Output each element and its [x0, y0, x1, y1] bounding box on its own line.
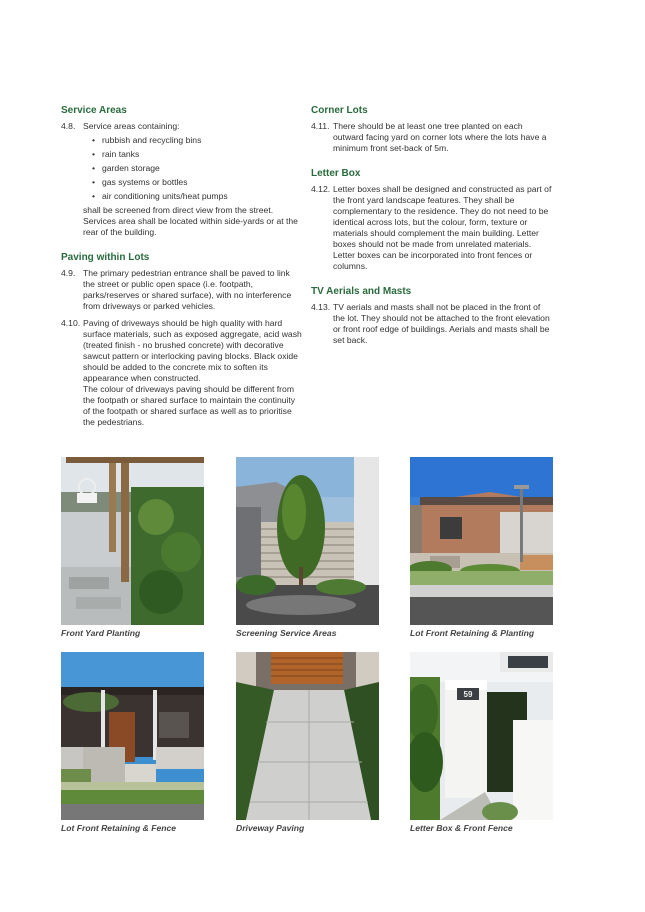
caption-lot-front-retaining-planting: Lot Front Retaining & Planting [410, 628, 535, 638]
driveway-paving-photo [236, 652, 379, 820]
clause-text: There should be at least one tree planted on each outward facing yard on corner lots where the lots have a minimum front set-back of 5m. [333, 121, 547, 153]
clause-number: 4.12. [311, 184, 331, 194]
clause-4-12 [311, 184, 553, 272]
clause-number: 4.11. [311, 121, 330, 131]
clause-text: Letter boxes shall be designed and constructed as part of the front yard landscape features. They shall be complementary to the residence. They do not need to be identical across lots, but the colour, form, texture or materials should complement the main building. Letter boxes should not be made from unrelated materials. Letter boxes can be incorporated into front fences or columns. [333, 184, 552, 271]
list-item: • garden storage [92, 163, 303, 174]
list-item: • gas systems or bottles [92, 177, 303, 188]
service-areas-heading: Service Areas [61, 105, 127, 116]
clause-number: 4.9. [61, 268, 76, 278]
clause-number: 4.10. [61, 318, 81, 328]
clause-number: 4.13. [311, 302, 331, 312]
clause-text: TV aerials and masts shall not be placed in the front of the lot. They should not be attached to the front elevation or front roof edge of buildings. Aerials and masts shall be set back. [333, 302, 550, 345]
clause-intro: Service areas containing: [83, 121, 180, 131]
caption-lot-front-retaining-fence: Lot Front Retaining & Fence [61, 823, 177, 833]
front-yard-planting-photo [61, 457, 204, 625]
caption-letter-box-front-fence: Letter Box & Front Fence [410, 823, 513, 833]
caption-front-yard-planting: Front Yard Planting [61, 628, 141, 638]
tv-aerials-heading: TV Aerials and Masts [311, 286, 412, 297]
letter-box-front-fence-photo [410, 652, 553, 820]
clause-4-11 [311, 121, 553, 154]
clause-4-9 [61, 268, 303, 312]
lot-front-retaining-fence-photo [61, 652, 204, 820]
list-item: • rain tanks [92, 149, 303, 160]
corner-lots-heading: Corner Lots [311, 105, 368, 116]
service-items-list [83, 135, 303, 202]
clause-4-8 [61, 121, 303, 238]
clause-text: Paving of driveways should be high quality with hard surface materials, such as exposed aggregate, acid wash (treated finish - no brushed concrete) with decorative sawcut pattern or interlocking paving blocks. Black oxide should be added to the concrete mix to soften its appearance when constructed. [83, 318, 302, 383]
lot-front-retaining-planting-photo [410, 457, 553, 625]
clause-4-10 [61, 318, 303, 428]
paving-heading: Paving within Lots [61, 252, 150, 263]
left-column [61, 104, 303, 434]
letterbox-number: 59 [463, 690, 473, 699]
clause-number: 4.8. [61, 121, 76, 131]
clause-text-continued: The colour of driveways paving should be different from the footpath or shared surface to maintain the continuity of the footpath or shared surface as well as to prioritise the pedestrians. [83, 384, 296, 427]
screening-service-areas-photo [236, 457, 379, 625]
right-column [311, 104, 553, 352]
clause-outro: shall be screened from direct view from the street. Services area shall be located within side-yards or at the rear of the building. [83, 205, 298, 237]
list-item: • rubbish and recycling bins [92, 135, 303, 146]
caption-driveway-paving: Driveway Paving [236, 823, 305, 833]
letter-box-heading: Letter Box [311, 168, 361, 179]
caption-screening-service-areas: Screening Service Areas [236, 628, 337, 638]
list-item: • air conditioning units/heat pumps [92, 191, 303, 202]
clause-4-13 [311, 302, 553, 346]
clause-text: The primary pedestrian entrance shall be paved to link the street or public open space (i.e. footpath, parks/reserves or shared surface), with no interference from driveways or parked vehicles. [83, 268, 292, 311]
